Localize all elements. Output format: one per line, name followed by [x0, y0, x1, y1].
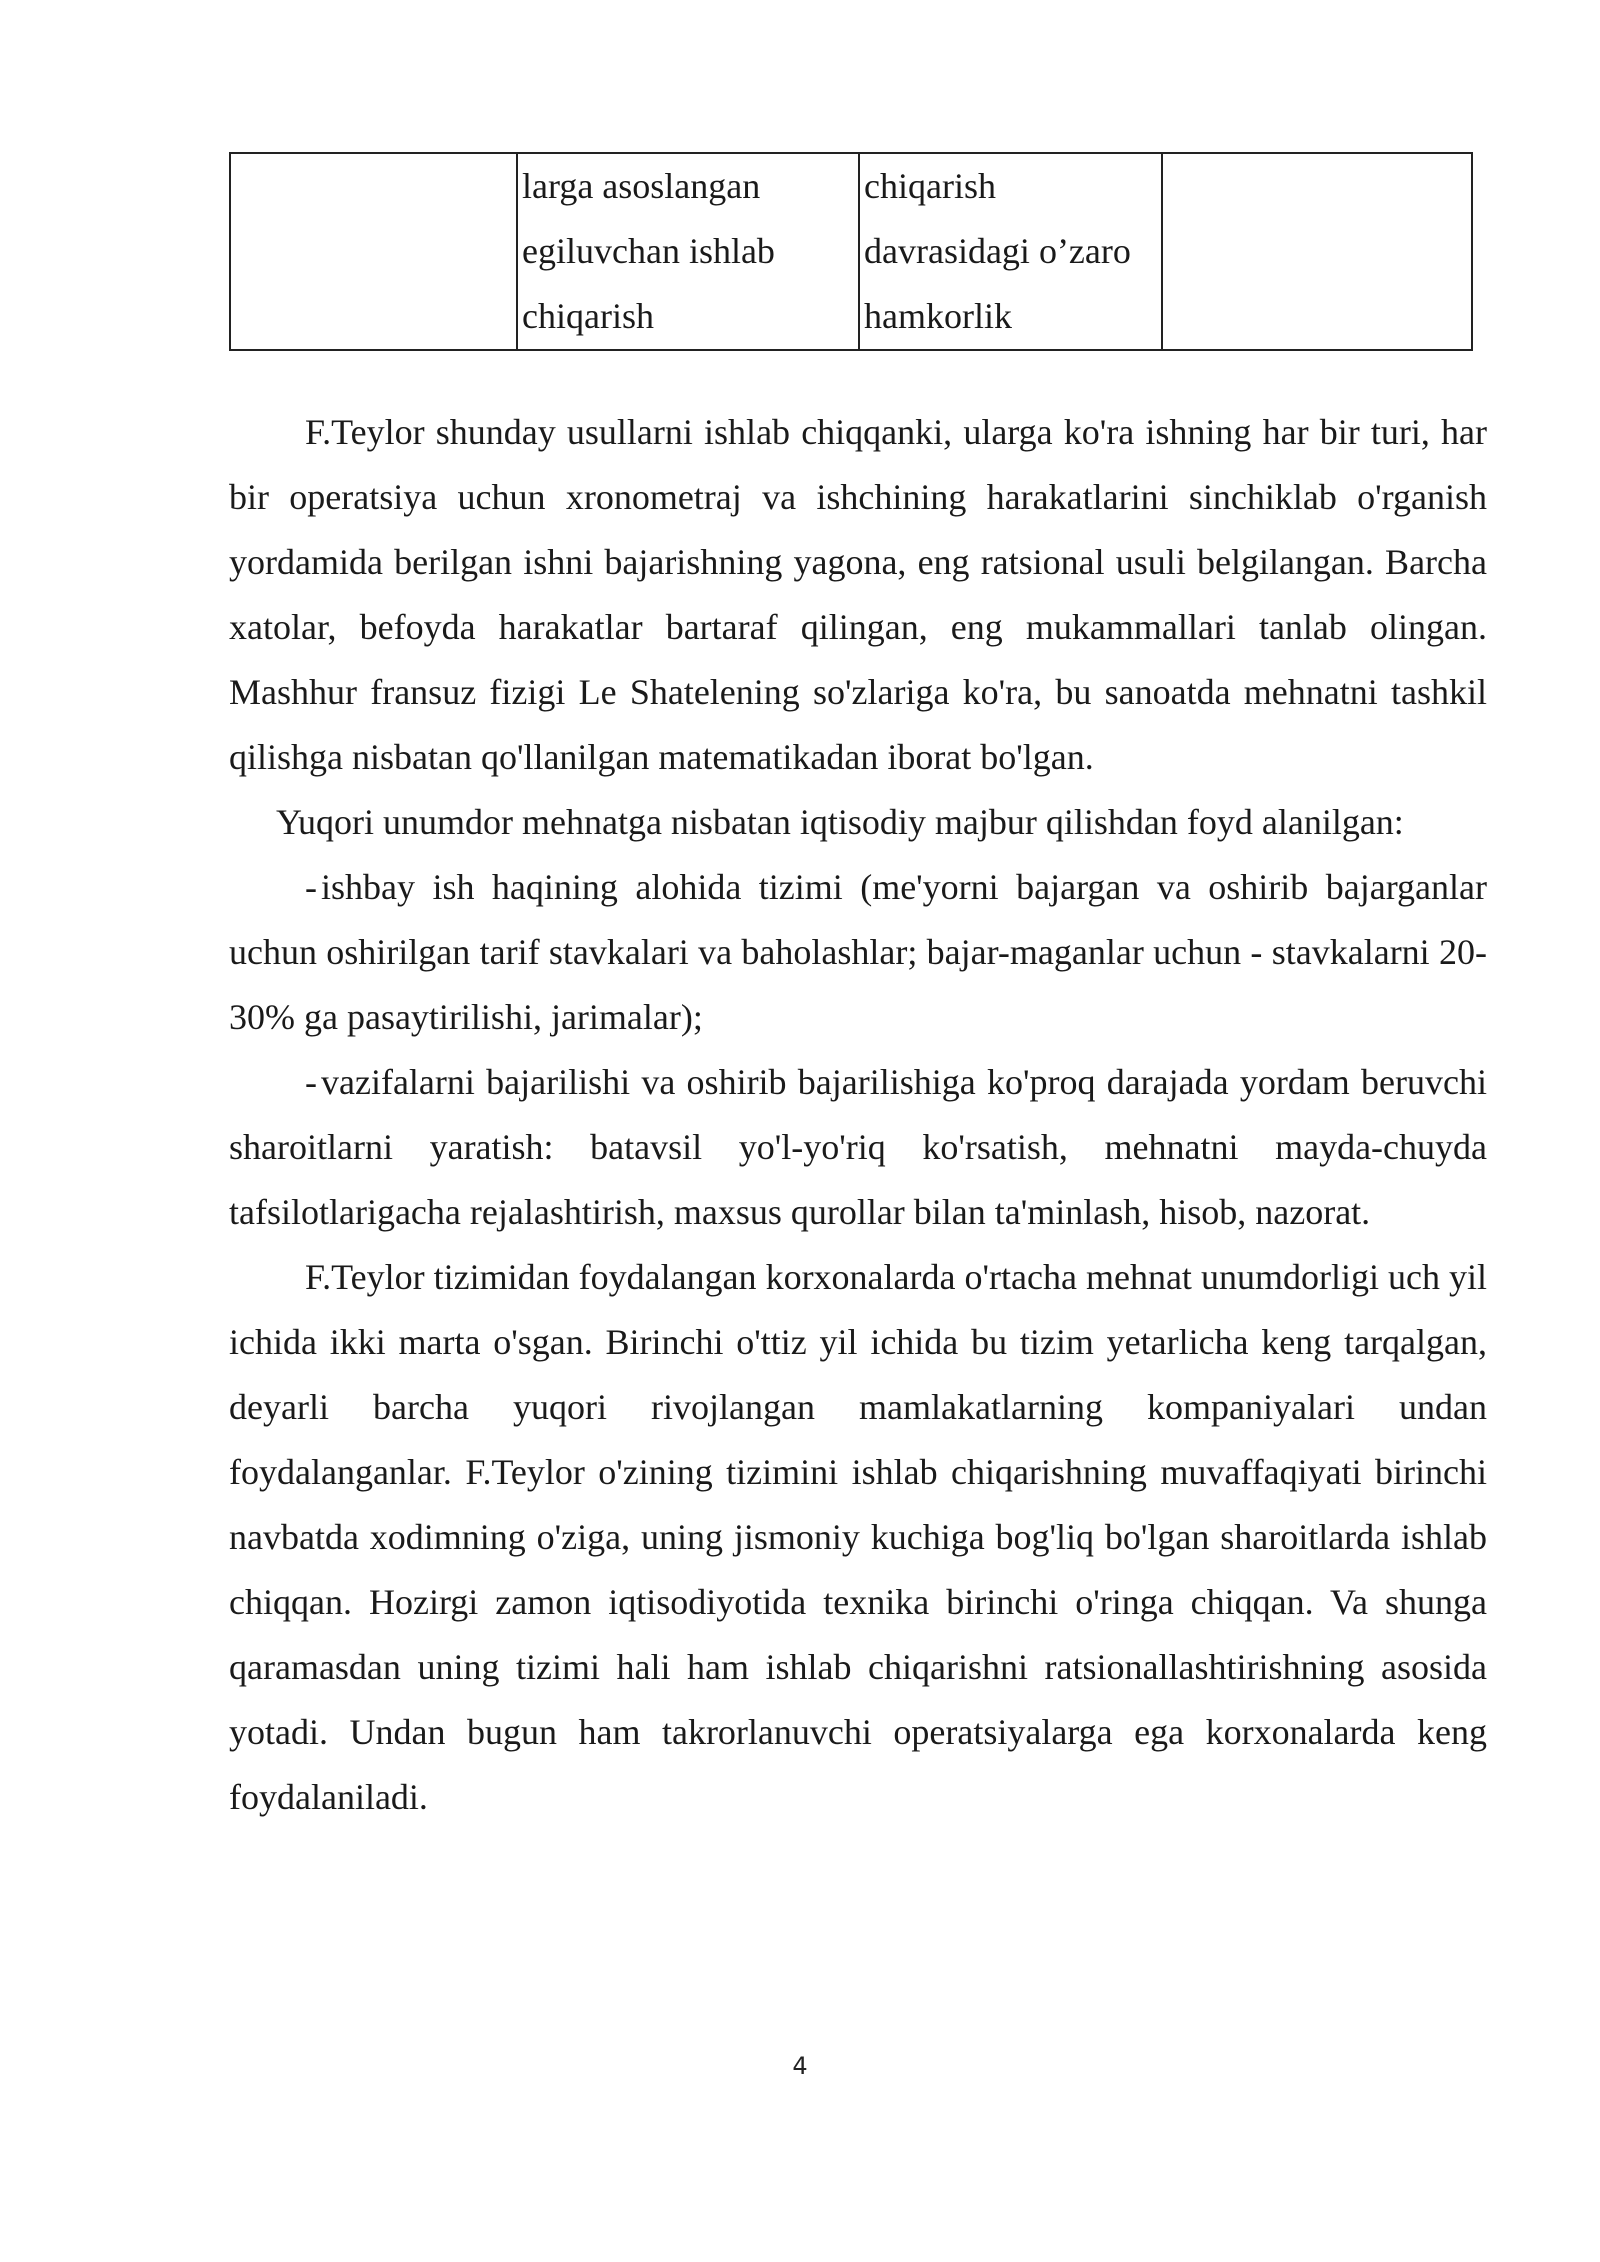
list-item [229, 1050, 1487, 1245]
paragraph: F.Teylor shunday usullarni ishlab chiqqanki, ularga ko'ra ishning har bir turi, har bir operatsiya uchun xronometraj va ishchining harakatlarini sinchiklab o'rganish yordamida berilgan ishni bajarishning yagona, eng ratsional usuli belgilangan. Barcha xatolar, befoyda harakatlar bartaraf qilingan, eng mukammallari tanlab olingan. Mashhur fransuz fizigi Le Shatelening so'zlariga ko'ra, bu sanoatda mehnatni tashkil qilishga nisbatan qo'llanilgan matematikadan iborat bo'lgan. [229, 412, 1487, 777]
list-item-text: vazifalarni bajarilishi va oshirib bajarilishiga ko'proq darajada yordam beruvchi sharoitlarni yaratish: batavsil yo'l-yo'riq ko'rsatish, mehnatni mayda-chuyda tafsilotlarigacha rejalashtirish, maxsus qurollar bilan ta'minlash, hisob, nazorat. [229, 1062, 1487, 1232]
body-text [229, 400, 1487, 1830]
table-cell: larga asoslangan egiluvchan ishlab chiqarish [517, 153, 859, 350]
continued-table [229, 152, 1473, 351]
table-row [230, 153, 1472, 350]
list-item-text: ishbay ish haqining alohida tizimi (me'yorni bajargan va oshirib bajarganlar uchun oshirilgan tarif stavkalari va baholashlar; bajar-maganlar uchun - stavkalarni 20-30% ga pasaytirilishi, jarimalar); [229, 867, 1487, 1037]
paragraph: Yuqori unumdor mehnatga nisbatan iqtisodiy majbur qilishdan foyd alanilgan: [276, 802, 1404, 842]
dash-marker: - [305, 867, 317, 907]
dash-marker: - [305, 1062, 317, 1102]
page-number: 4 [792, 2052, 808, 2080]
table-cell [1162, 153, 1472, 350]
table-cell [230, 153, 517, 350]
list-item [229, 855, 1487, 1050]
paragraph: F.Teylor tizimidan foydalangan korxonalarda o'rtacha mehnat unumdorligi uch yil ichida ikki marta o'sgan. Birinchi o'ttiz yil ichida bu tizim yetarlicha keng tarqalgan, deyarli barcha yuqori rivojlangan mamlakatlarning kompaniyalari undan foydalanganlar. F.Teylor o'zining tizimini ishlab chiqarishning muvaffaqiyati birinchi navbatda xodimning o'ziga, uning jismoniy kuchiga bog'liq bo'lgan sharoitlarda ishlab chiqqan. Hozirgi zamon iqtisodiyotida texnika birinchi o'ringa chiqqan. Va shunga qaramasdan uning tizimi hali ham ishlab chiqarishni ratsionallashtirishning asosida yotadi. Undan bugun ham takrorlanuvchi operatsiyalarga ega korxonalarda keng foydalaniladi. [229, 1257, 1487, 1817]
table-cell: chiqarish davrasidagi o’zaro hamkorlik [859, 153, 1162, 350]
